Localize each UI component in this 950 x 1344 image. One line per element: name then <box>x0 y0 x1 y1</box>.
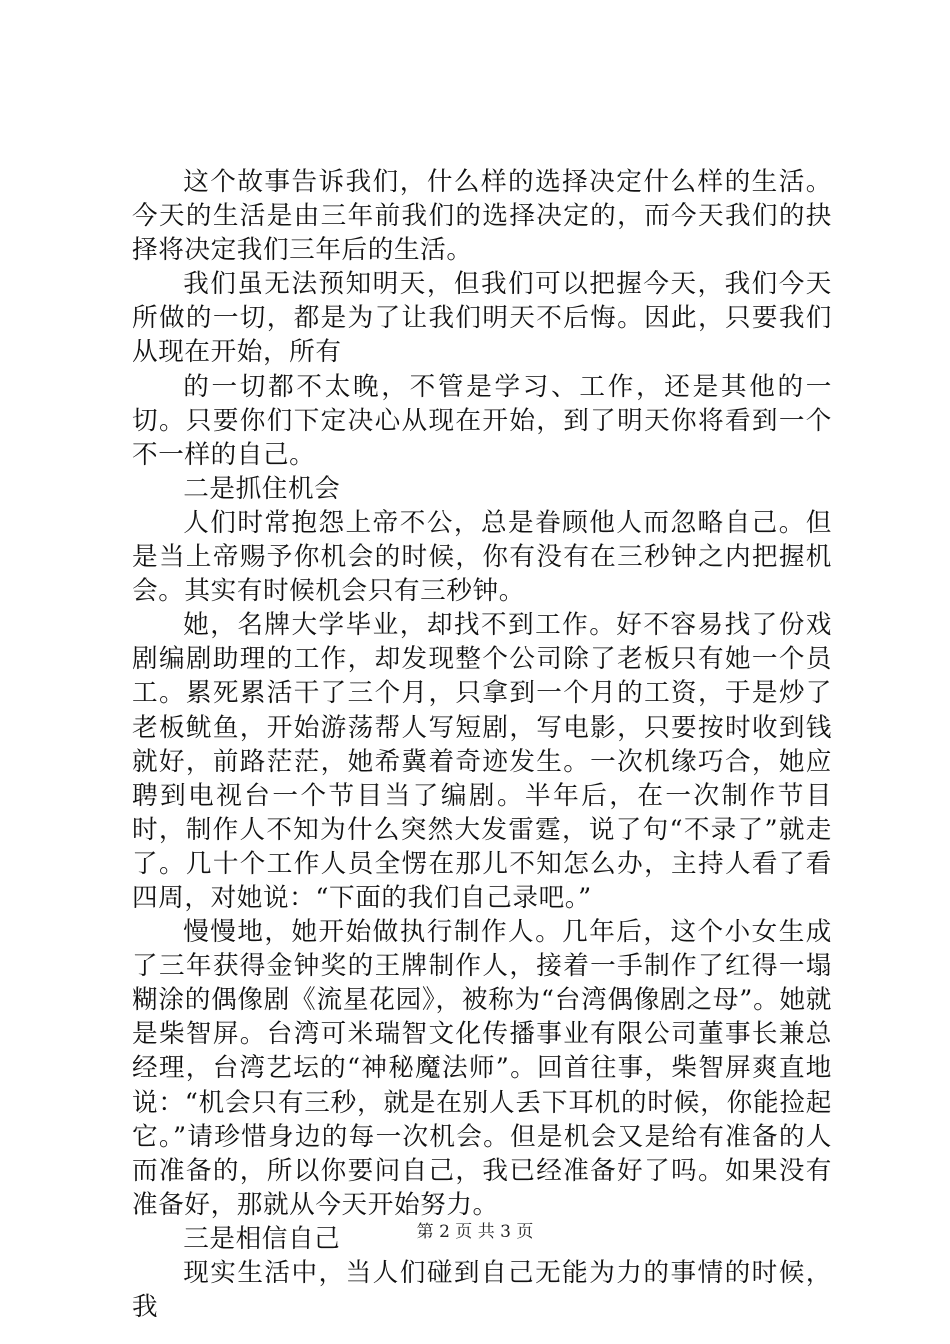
section-heading-believe-yourself: 三是相信自己 <box>183 1223 341 1254</box>
document-body <box>132 165 832 1324</box>
paragraph-choice-decides-life: 这个故事告诉我们，什么样的选择决定什么样的生活。今天的生活是由三年前我们的选择决定的，而今天我们的抉择将决定我们三年后的生活。 <box>132 167 832 266</box>
paragraph-three-seconds: 人们时常抱怨上帝不公，总是眷顾他人而忽略自己。但是当上帝赐予你机会的时候，你有没有在三秒钟之内把握机会。其实有时候机会只有三秒钟。 <box>132 507 832 607</box>
section-heading-seize-opportunity: 二是抓住机会 <box>183 473 341 504</box>
paragraph-never-too-late: 的一切都不太晚，不管是学习、工作，还是其他的一切。只要你们下定决心从现在开始，到了明天你将看到一个不一样的自己。 <box>132 371 832 470</box>
paragraph-story-part-one: 她，名牌大学毕业，却找不到工作。好不容易找了份戏剧编剧助理的工作，却发现整个公司除了老板只有她一个员工。累死累活干了三个月，只拿到一个月的工资，于是炒了老板鱿鱼，开始游荡帮人写短剧，写电影，只要按时收到钱就好，前路茫茫，她希冀着奇迹发生。一次机缘巧合，她应聘到电视台一个节目当了编剧。半年后，在一次制作节目时，制作人不知为什么突然大发雷霆，说了句“不录了”就走了。几十个工作人员全愣在那儿不知怎么办，主持人看了看四周，对她说：“下面的我们自己录吧。” <box>132 610 832 913</box>
page-number-footer: 第 2 页 共 3 页 <box>416 1222 534 1242</box>
paragraph-real-life: 现实生活中，当人们碰到自己无能为力的事情的时候，我 <box>132 1258 832 1323</box>
paragraph-story-part-two: 慢慢地，她开始做执行制作人。几年后，这个小女生成了三年获得金钟奖的王牌制作人，接着一手制作了红得一塌糊涂的偶像剧《流星花园》，被称为“台湾偶像剧之母”。她就是柴智屏。台湾可米瑞智文化传播事业有限公司董事长兼总经理，台湾艺坛的“神秘魔法师”。回首往事，柴智屏爽直地说：“机会只有三秒，就是在别人丢下耳机的时候，你能捡起它。”请珍惜身边的每一次机会。但是机会又是给有准备的人而准备的，所以你要问自己，我已经准备好了吗。如果没有准备好，那就从今天开始努力。 <box>132 917 832 1220</box>
paragraph-grasp-today: 我们虽无法预知明天，但我们可以把握今天，我们今天所做的一切，都是为了让我们明天不后悔。因此，只要我们从现在开始，所有 <box>132 269 832 368</box>
